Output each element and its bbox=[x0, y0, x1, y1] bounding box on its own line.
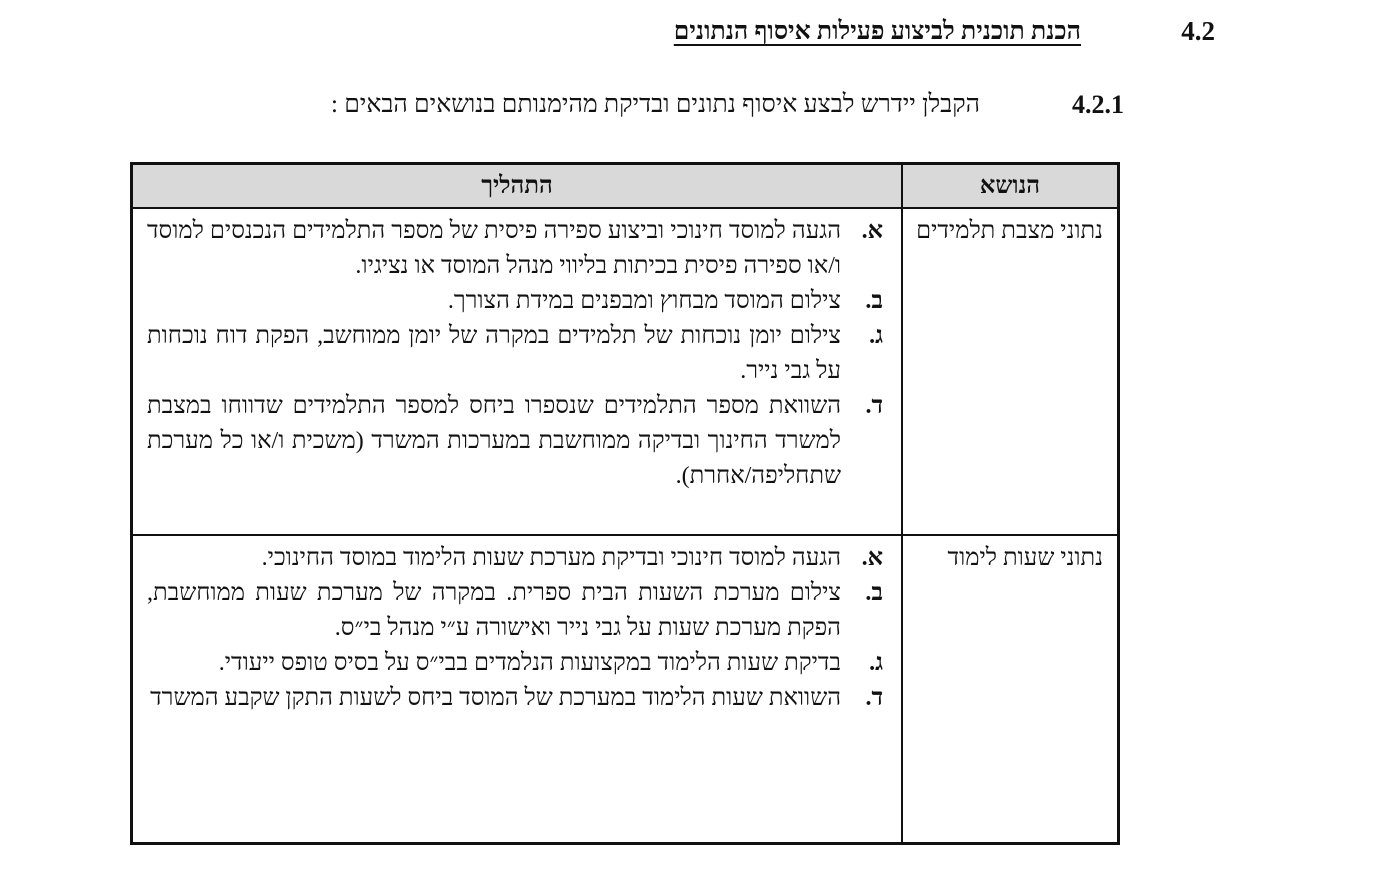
process-list bbox=[147, 214, 891, 494]
item-text: הגעה למוסד חינוכי ובדיקת מערכת שעות הלימוד במוסד החינוכי. bbox=[261, 545, 841, 571]
header-topic: הנושא bbox=[902, 165, 1117, 208]
item-letter: ד. bbox=[865, 393, 883, 419]
data-collection-table bbox=[130, 162, 1120, 845]
section-title: הכנת תוכנית לביצוע פעילות איסוף הנתונים bbox=[673, 17, 1081, 45]
topics-process-table bbox=[133, 165, 1117, 845]
item-letter: א. bbox=[861, 218, 883, 244]
table-row bbox=[133, 535, 1117, 845]
list-item bbox=[147, 389, 891, 494]
process-cell bbox=[133, 208, 902, 535]
subsection-text: הקבלן יידרש לבצע איסוף נתונים ובדיקת מהימנותם בנושאים הבאים : bbox=[331, 91, 980, 118]
item-text: צילום מערכת השעות הבית ספרית. במקרה של מערכת שעות ממוחשבת, הפקת מערכת שעות על גבי נייר ואישורה ע״י מנהל בי״ס. bbox=[147, 580, 841, 641]
item-letter: ב. bbox=[865, 580, 883, 606]
list-item bbox=[147, 284, 891, 319]
item-text: השוואת שעות הלימוד במערכת של המוסד ביחס לשעות התקן שקבע המשרד bbox=[150, 685, 841, 711]
item-letter: ג. bbox=[869, 323, 883, 349]
subsection-heading bbox=[331, 90, 1124, 120]
item-text: צילום יומן נוכחות של תלמידים במקרה של יומן ממוחשב, הפקת דוח נוכחות על גבי נייר. bbox=[147, 323, 841, 384]
item-text: צילום המוסד מבחוץ ומבפנים במידת הצורך. bbox=[447, 288, 841, 314]
process-cell bbox=[133, 535, 902, 845]
list-item bbox=[147, 681, 891, 716]
table-row bbox=[133, 208, 1117, 535]
item-letter: ג. bbox=[869, 650, 883, 676]
subsection-number: 4.2.1 bbox=[1072, 90, 1124, 119]
section-number: 4.2 bbox=[1181, 16, 1215, 46]
table-header-row bbox=[133, 165, 1117, 208]
item-letter: א. bbox=[861, 545, 883, 571]
list-item bbox=[147, 646, 891, 681]
list-item bbox=[147, 541, 891, 576]
process-list bbox=[147, 541, 891, 716]
topic-cell: נתוני שעות לימוד bbox=[902, 535, 1117, 845]
item-text: בדיקת שעות הלימוד במקצועות הנלמדים בבי״ס על בסיס טופס ייעודי. bbox=[218, 650, 841, 676]
list-item bbox=[147, 576, 891, 646]
header-process: התהליך bbox=[133, 165, 902, 208]
list-item bbox=[147, 319, 891, 389]
item-letter: ד. bbox=[865, 685, 883, 711]
topic-cell: נתוני מצבת תלמידים bbox=[902, 208, 1117, 535]
list-item bbox=[147, 214, 891, 284]
item-text: הגעה למוסד חינוכי וביצוע ספירה פיסית של מספר התלמידים הנכנסים למוסד ו/או ספירה פיסית בכיתות בליווי מנהל המוסד או נציגיו. bbox=[147, 218, 841, 279]
item-text: השוואת מספר התלמידים שנספרו ביחס למספר התלמידים שדווחו במצבת למשרד החינוך ובדיקה ממוחשבת במערכות המשרד (משכית ו/או כל מערכת שתחליפה/אחרת). bbox=[147, 393, 841, 489]
section-heading bbox=[674, 16, 1215, 47]
item-letter: ב. bbox=[865, 288, 883, 314]
